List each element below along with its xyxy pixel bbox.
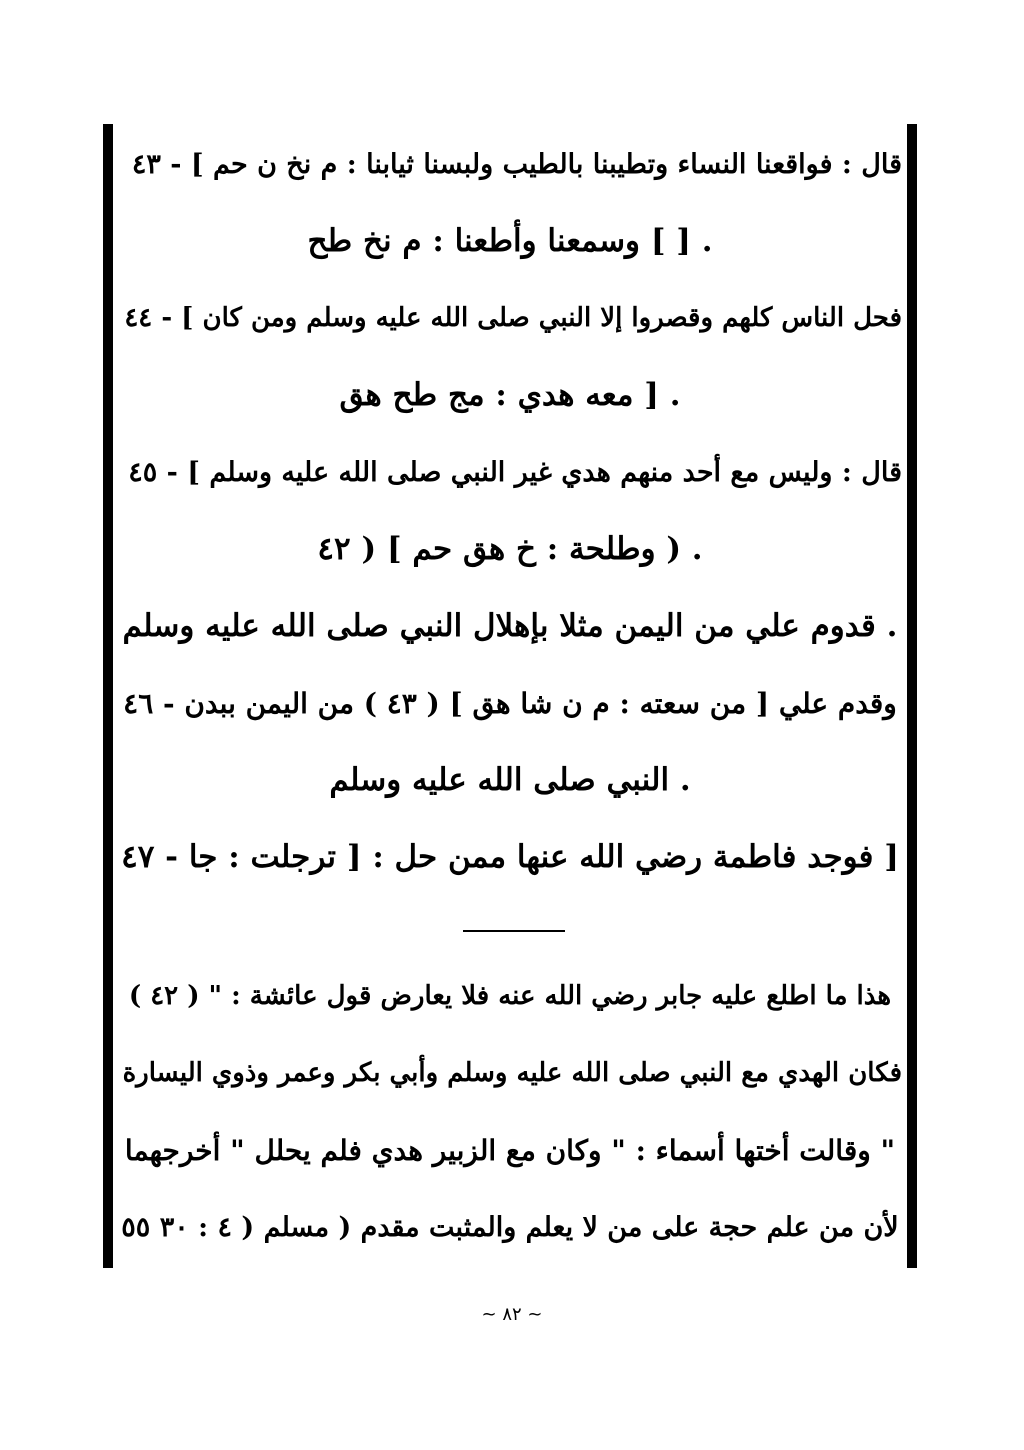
page-number: ~ ٨٢ ~	[481, 1304, 543, 1325]
footnotes-block	[118, 958, 902, 1266]
left-border-line	[103, 124, 113, 1268]
text-line: [ فوجد فاطمة رضي الله عنها ممن حل : [ ترجلت : جا - ٤٧	[121, 839, 899, 875]
main-text-block	[118, 126, 902, 896]
footnote-separator	[463, 930, 565, 932]
footnote-line: فكان الهدي مع النبي صلى الله عليه وسلم وأبي بكر وعمر وذوي اليسارة	[122, 1058, 902, 1088]
right-border-line	[907, 124, 917, 1268]
text-line: قال : فواقعنا النساء وتطيبنا بالطيب ولبسنا ثيابنا : م نخ ن حم ] - ٤٣	[131, 149, 902, 180]
text-line: . [ ] وسمعنا وأطعنا : م نخ طح	[307, 223, 713, 259]
footnote-line: هذا ما اطلع عليه جابر رضي الله عنه فلا يعارض قول عائشة : " ( ٤٢ )	[128, 981, 892, 1011]
text-line: قال : وليس مع أحد منهم هدي غير النبي صلى الله عليه وسلم ] - ٤٥	[128, 457, 902, 488]
text-line: فحل الناس كلهم وقصروا إلا النبي صلى الله عليه وسلم ومن كان ] - ٤٤	[124, 303, 902, 333]
text-line: . ( وطلحة : خ هق حم ] ( ٤٢	[317, 531, 703, 567]
text-line: وقدم علي [ من سعته : م ن شا هق ] ( ٤٣ ) من اليمن ببدن - ٤٦	[123, 687, 897, 720]
footnote-line: " وقالت أختها أسماء : " وكان مع الزبير هدي فلم يحلل " أخرجهما	[124, 1134, 896, 1167]
footnote-line: لأن من علم حجة على من لا يعلم والمثبت مقدم ( مسلم ( ٤ : ٣٠ ٥٥	[121, 1212, 899, 1243]
text-line: . [ معه هدي : مج طح هق	[339, 377, 681, 413]
text-line: . قدوم علي من اليمن مثلا بإهلال النبي صلى الله عليه وسلم	[122, 608, 898, 644]
text-line: . النبي صلى الله عليه وسلم	[329, 762, 691, 798]
